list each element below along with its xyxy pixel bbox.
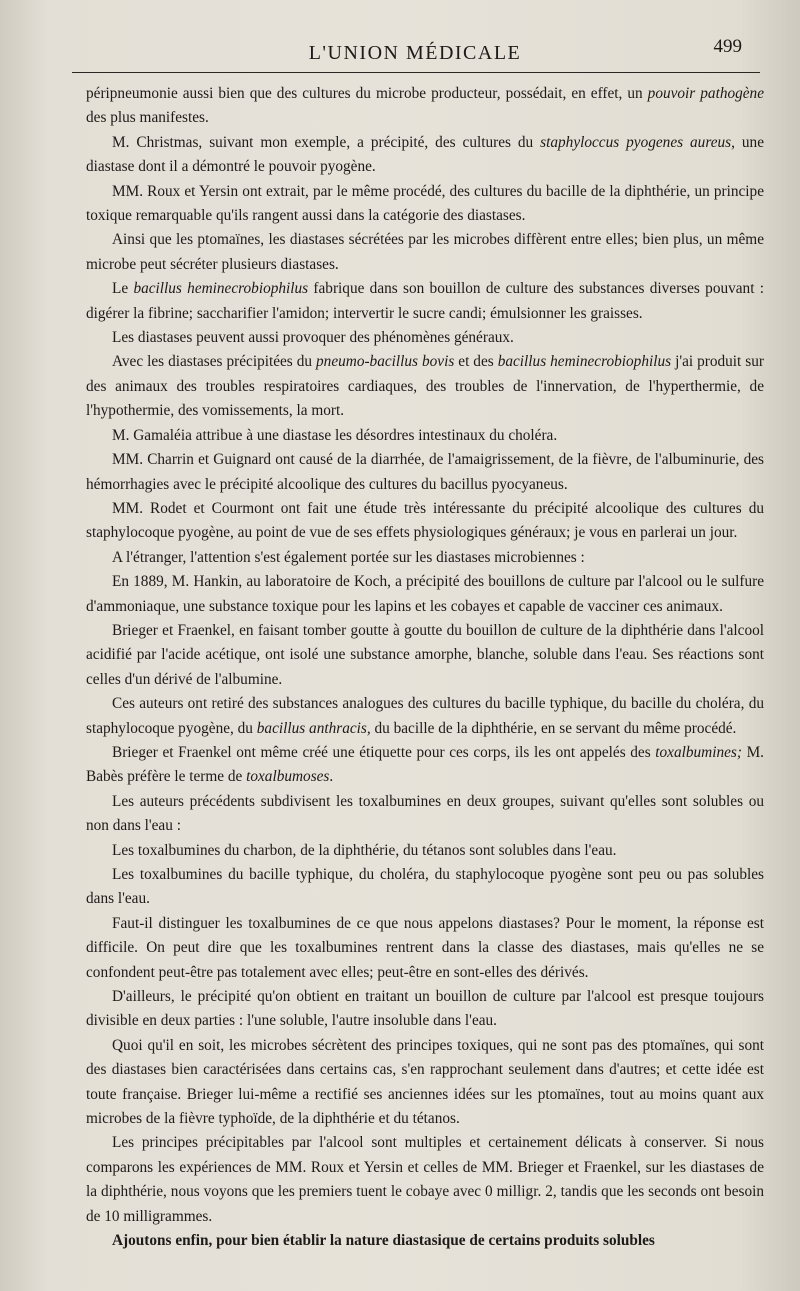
paragraph [86,570,764,619]
paragraph [86,228,764,277]
text-run: MM. Rodet et Courmont ont fait une étude très intéressante du précipité alcoolique des cultures du staphylocoque pyogène, au point de vue de ses effets physiologiques généraux; je vous en parlerai un jour. [86,499,764,542]
running-title: L'UNION MÉDICALE [308,42,522,64]
text-run: Les principes précipitables par l'alcool sont multiples et certainement délicats à conserver. Si nous comparons les expériences de MM. Roux et Yersin et celles de MM. Brieger et Fraenkel, sur les diastases de la diphthérie, nous voyons que les premiers tuent le cobaye avec 0 milligr. 2, tandis que les seconds ont besoin de 10 milligrammes. [86,1134,764,1225]
paragraph [86,424,764,448]
text-run: j'ai produit sur des animaux des troubles respiratoires cardiaques, des troubles de l'innervation, de l'hyperthermie, de l'hypothermie, des vomissements, la mort. [86,353,764,420]
text-run: Ainsi que les ptomaïnes, les diastases sécrétées par les microbes diffèrent entre elles; bien plus, un même microbe peut sécréter plusieurs diastases. [86,231,764,273]
paragraph [86,790,764,839]
italic-term: bacillus heminecrobiophilus [133,280,309,298]
paragraph [86,350,764,423]
text-run: M. Gamaléia attribue à une diastase les désordres intestinaux du choléra. [112,426,558,444]
text-run: péripneumonie aussi bien que des cultures du microbe producteur, possédait, en effet, un [86,85,648,102]
paragraph [86,692,764,741]
text-run: fabrique dans son bouillon de culture des substances diverses pouvant : digérer la fibrine; saccharifier l'amidon; intervertir le sucre candi; émulsionner les graisses. [86,280,764,322]
paragraph [86,82,764,131]
italic-term: staphyloccus pyogenes aureus [540,133,732,151]
italic-term: bacillus heminecrobiophilus [497,353,672,371]
text-run: Les toxalbumines du bacille typhique, du choléra, du staphylocoque pyogène sont peu ou pas solubles dans l'eau. [86,866,764,908]
italic-term: toxalbumoses [246,768,330,786]
paragraph [86,741,764,790]
text-run: M. Babès préfère le terme de [86,743,764,786]
paragraph [86,277,764,326]
page-number: 499 [713,36,742,57]
body-text [86,82,764,1254]
paragraph [86,1034,764,1132]
text-run: du bacille de la diphthérie, en se servant du même procédé. [370,719,737,737]
text-run: des plus manifestes. [86,109,209,127]
paragraph [86,1229,764,1253]
text-run: M. Christmas, suivant mon exemple, a précipité, des cultures du [112,133,541,151]
paragraph [86,619,764,692]
paragraph [86,131,764,180]
italic-term: pneumo-bacillus bovis [316,353,455,371]
text-run: En 1889, M. Hankin, au laboratoire de Koch, a précipité des bouillons de culture par l'alcool ou le sulfure d'ammoniaque, une substance toxique pour les lapins et les cobayes et capable de vacciner ces animaux. [86,573,764,615]
text-run: . [329,768,334,786]
paragraph [86,546,764,570]
text-run: Ces auteurs ont retiré des substances analogues des cultures du bacille typhique, du bacille du choléra, du staphylocoque pyogène, du [86,695,764,737]
italic-term: pouvoir pathogène [647,85,764,102]
paragraph [86,180,764,229]
paragraph [86,1131,764,1229]
text-run: Brieger et Fraenkel ont même créé une étiquette pour ces corps, ils les ont appelés des [112,743,656,761]
text-run: Les toxalbumines du charbon, de la diphthérie, du tétanos sont solubles dans l'eau. [112,841,617,859]
paragraph [86,985,764,1034]
text-run: Avec les diastases précipitées du [112,353,317,371]
text-run: Brieger et Fraenkel, en faisant tomber goutte à goutte du bouillon de culture de la diphthérie dans l'alcool acidifié par l'acide acétique, ont isolé une substance amorphe, blanche, soluble dans l'eau. Ses réactions sont celles d'un dérivé de l'albumine. [86,621,764,688]
italic-term: bacillus anthracis, [256,719,371,737]
paragraph [86,497,764,546]
header-rule [72,72,760,73]
text-run: MM. Roux et Yersin ont extrait, par le même procédé, des cultures du bacille de la diphthérie, un principe toxique remarquable qu'ils rangent aussi dans la catégorie des diastases. [86,182,764,225]
text-run: Les auteurs précédents subdivisent les toxalbumines en deux groupes, suivant qu'elles sont solubles ou non dans l'eau : [86,792,764,835]
paragraph [86,326,764,350]
text-run: Ajoutons enfin, pour bien établir la nature diastasique de certains produits solubles [112,1232,655,1250]
text-run: , une diastase dont il a démontré le pouvoir pyogène. [86,133,764,176]
paragraph [86,912,764,985]
text-run: Les diastases peuvent aussi provoquer des phénomènes généraux. [112,329,514,347]
text-run: Quoi qu'il en soit, les microbes sécrètent des principes toxiques, qui ne sont pas des ptomaïnes, qui sont des diastases bien caractérisées dans certains cas, s'en rapprochant seulement dans d'autres; et cette idée est toute française. Brieger lui-même a rectifié ses anciennes idées sur les ptomaïnes, tout au moins quant aux microbes de la fièvre typhoïde, de la diphthérie et du tétanos. [86,1036,764,1128]
italic-term: toxalbumines; [655,743,742,761]
paragraph [86,448,764,497]
text-run: D'ailleurs, le précipité qu'on obtient en traitant un bouillon de culture par l'alcool est presque toujours divisible en deux parties : l'une soluble, l'autre insoluble dans l'eau. [86,988,764,1030]
text-run: MM. Charrin et Guignard ont causé de la diarrhée, de l'amaigrissement, de la fièvre, de l'albuminurie, des hémorrhagies avec le précipité alcoolique des cultures du bacillus pyocyaneus. [86,451,764,493]
text-run: Faut-il distinguer les toxalbumines de ce que nous appelons diastases? Pour le moment, la réponse est difficile. On peut dire que les toxalbumines rentrent dans la classe des diastases, mais qu'elles ne se confondent peut-être pas totalement avec elles; peut-être en sont-elles des dérivés. [86,914,764,981]
text-run: Le [112,280,134,298]
running-header [70,36,760,70]
paragraph [86,863,764,912]
paragraph [86,839,764,863]
text-run: A l'étranger, l'attention s'est également portée sur les diastases microbiennes : [112,548,585,566]
text-run: et des [454,353,498,371]
